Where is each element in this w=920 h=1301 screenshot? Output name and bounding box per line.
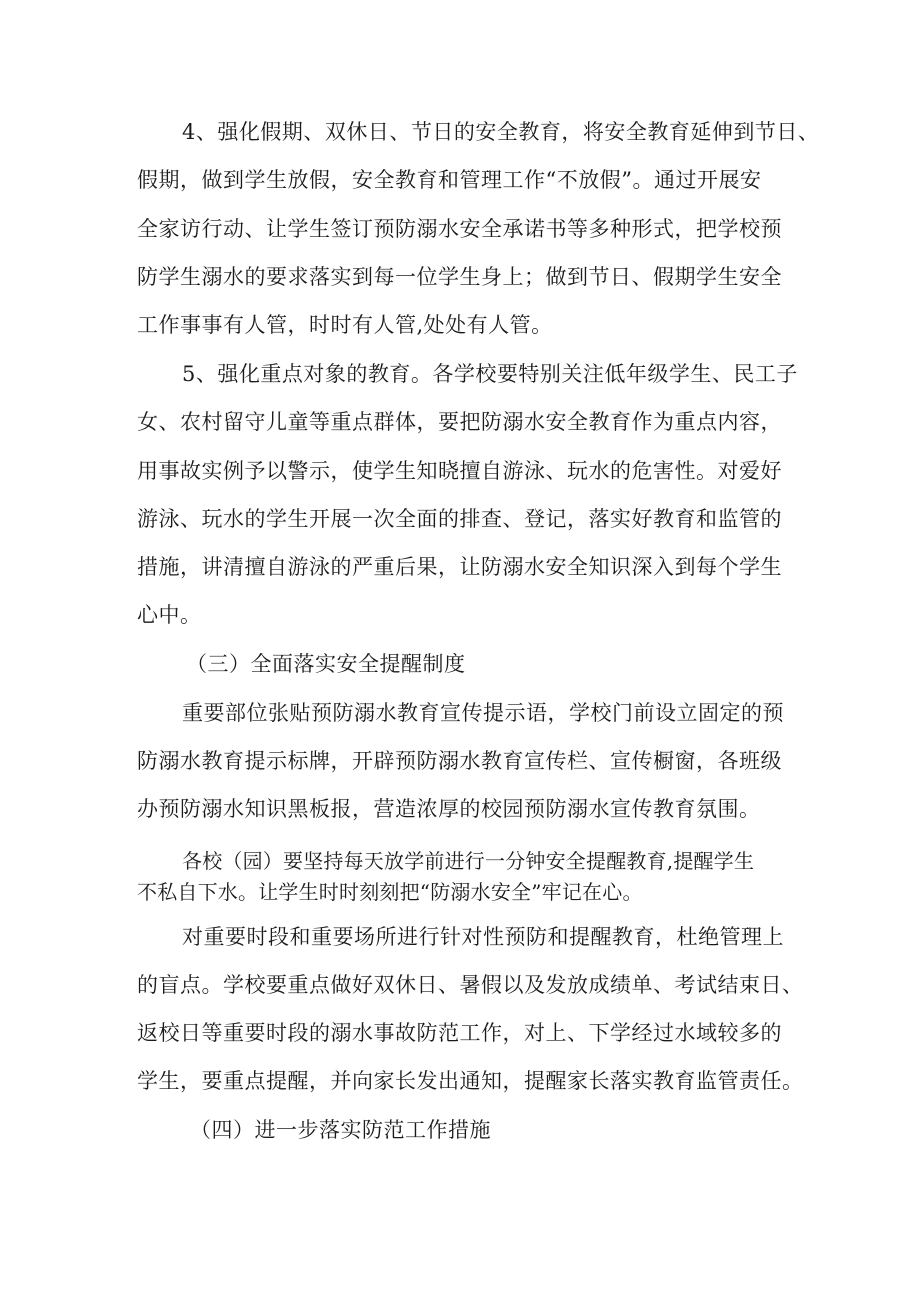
paragraph-line: 各校（园）要坚持每天放学前进行一分钟安全提醒教育,提醒学生 [182, 849, 755, 873]
paragraph-line: 返校日等重要时段的溺水事故防范工作，对上、下学经过水域较多的 [137, 1021, 782, 1045]
paragraph-line: 不私自下水。让学生时时刻刻把“防溺水安全”牢记在心。 [137, 880, 643, 904]
paragraph-line: 工作事事有人管，时时有人管,处处有人管。 [137, 313, 553, 337]
paragraph-line: 防溺水教育提示标牌，开辟预防溺水教育宣传栏、宣传橱窗，各班级 [137, 749, 782, 773]
paragraph-line: 的盲点。学校要重点做好双休日、暑假以及发放成绩单、考试结束日、 [137, 973, 804, 997]
paragraph-line: 用事故实例予以警示，使学生知晓擅自游泳、玩水的危害性。对爱好 [137, 459, 782, 483]
paragraph-line: 5、强化重点对象的教育。各学校要特别关注低年级学生、民工子 [182, 362, 798, 386]
paragraph-line: 学生，要重点提醒，并向家长发出通知，提醒家长落实教育监管责任。 [137, 1069, 804, 1093]
paragraph-line: 女、农村留守儿童等重点群体，要把防溺水安全教育作为重点内容， [137, 410, 782, 434]
paragraph-line: 防学生溺水的要求落实到每一位学生身上；做到节日、假期学生安全 [137, 265, 782, 289]
paragraph-line: 办预防溺水知识黑板报，营造浓厚的校园预防溺水宣传教育氛围。 [137, 797, 761, 821]
paragraph-line: 重要部位张贴预防溺水教育宣传提示语，学校门前设立固定的预 [182, 701, 784, 725]
paragraph-line: 4、强化假期、双休日、节日的安全教育，将安全教育延伸到节日、 [182, 120, 820, 144]
section-heading: （四）进一步落实防范工作措施 [190, 1118, 491, 1142]
paragraph-line: 心中。 [137, 603, 202, 627]
section-heading: （三）全面落实安全提醒制度 [186, 652, 466, 676]
paragraph-line: 全家访行动、让学生签订预防溺水安全承诺书等多种形式，把学校预 [137, 217, 782, 241]
paragraph-line: 措施，讲清擅自游泳的严重后果，让防溺水安全知识深入到每个学生 [137, 555, 782, 579]
paragraph-line: 游泳、玩水的学生开展一次全面的排查、登记，落实好教育和监管的 [137, 507, 782, 531]
paragraph-line: 假期，做到学生放假，安全教育和管理工作“不放假”。通过开展安 [137, 168, 762, 192]
paragraph-line: 对重要时段和重要场所进行针对性预防和提醒教育，杜绝管理上 [182, 925, 784, 949]
